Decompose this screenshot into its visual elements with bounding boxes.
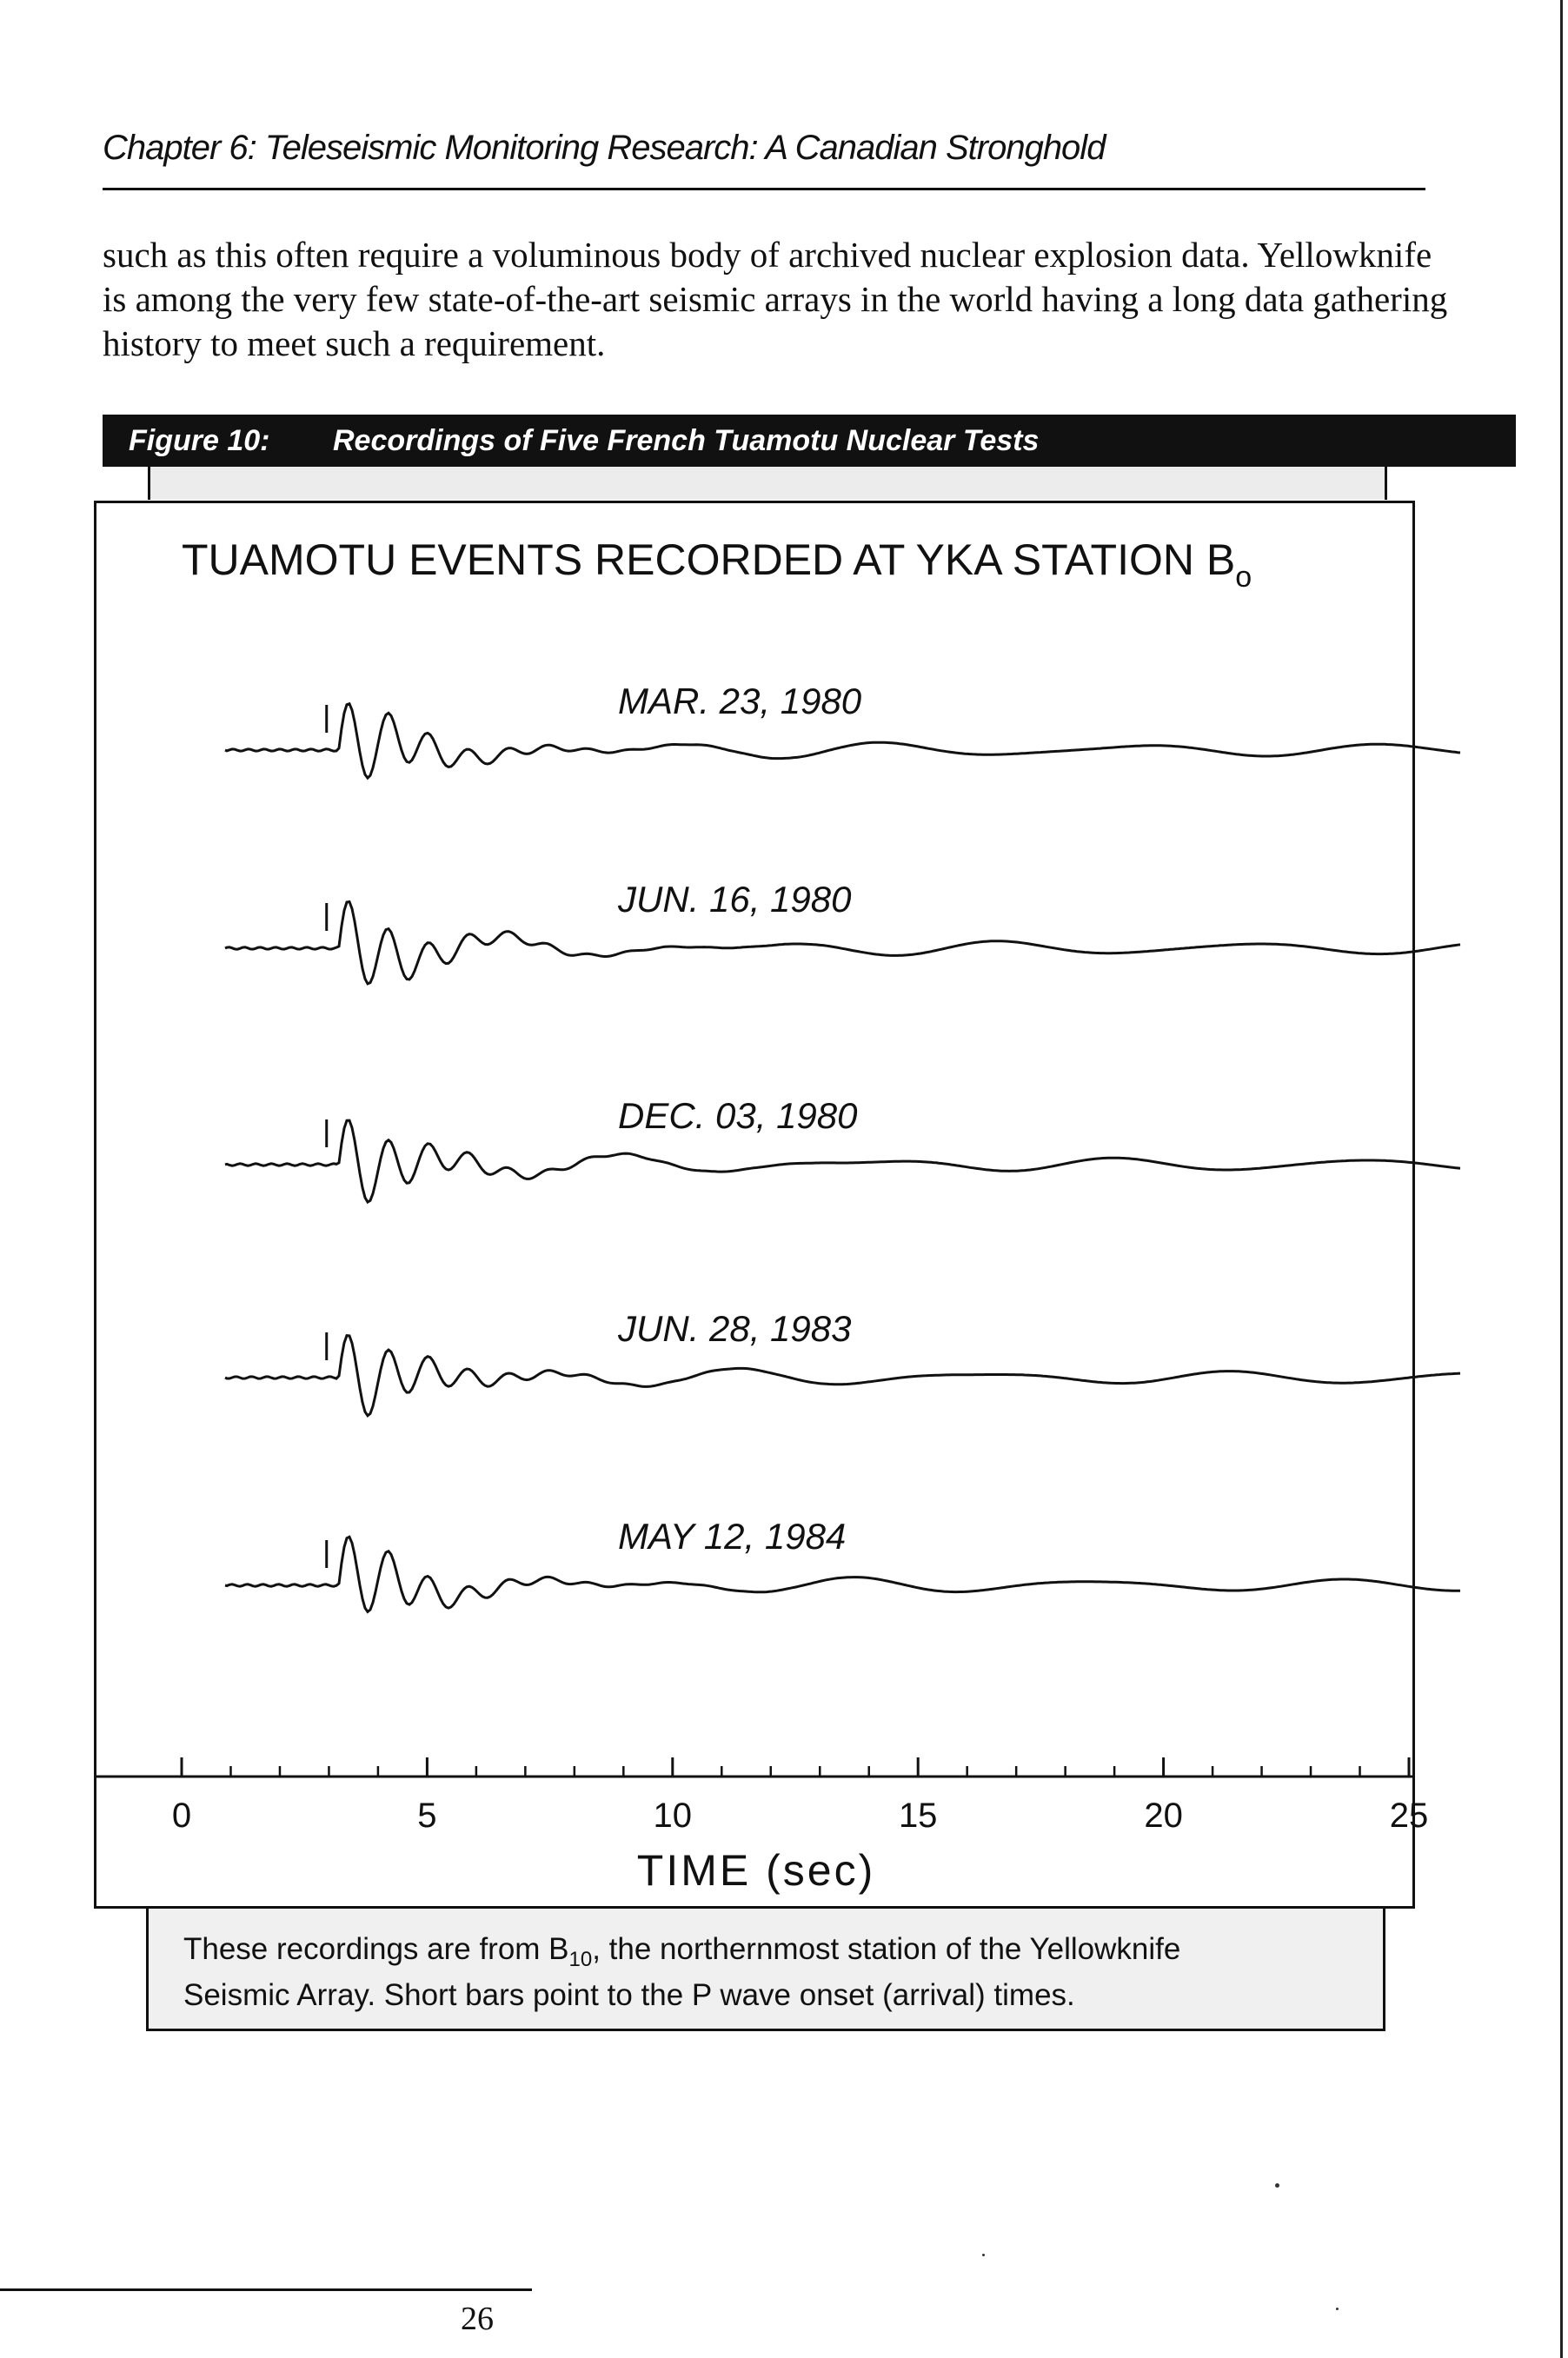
tick-label: 25: [1389, 1797, 1429, 1835]
speck-mark: [1336, 2308, 1339, 2310]
event-date-label: JUN. 28, 1983: [618, 1308, 852, 1349]
time-axis: [96, 1757, 1428, 1835]
tick-label: 15: [898, 1797, 938, 1835]
tick-label: 20: [1144, 1797, 1183, 1835]
figure-caption-box: [146, 1906, 1385, 2031]
caption-line-2: Seismic Array. Short bars point to the P wave onset (arrival) times.: [183, 1978, 1075, 2012]
tick-label: 10: [653, 1797, 693, 1835]
traces-group: [225, 681, 1460, 1611]
page-number: 26: [461, 2301, 494, 2337]
x-axis-label: TIME (sec): [636, 1846, 876, 1895]
page-edge-rule: [1560, 0, 1563, 2358]
seismogram-chart: [96, 503, 1429, 1906]
tick-label: 0: [171, 1797, 192, 1835]
footer-rule: [0, 2288, 532, 2291]
figure-caption: [183, 1931, 1365, 2013]
tick-label: 5: [417, 1797, 437, 1835]
event-date-label: MAY 12, 1984: [618, 1516, 847, 1557]
chart-title-subscript: o: [1235, 561, 1252, 594]
event-date-label: JUN. 16, 1980: [618, 879, 852, 920]
chart-title: TUAMOTU EVENTS RECORDED AT YKA STATION $B_o$: [182, 535, 1252, 594]
header-rule: [103, 188, 1425, 190]
figure-title: Recordings of Five French Tuamotu Nuclear Tests: [333, 424, 1040, 457]
figure-title-bar: [103, 415, 1516, 467]
caption-subscript: 10: [568, 1948, 593, 1971]
body-paragraph: such as this often require a voluminous body of archived nuclear explosion data. Yellowknife is among the very few state-of-the-art seismic arrays in the world having a long data gathering history to meet such a requirement.: [103, 235, 1448, 363]
speck-mark: [982, 2254, 985, 2256]
caption-text-start: These recordings are from B: [183, 1932, 569, 1966]
event-date-label: DEC. 03, 1980: [618, 1095, 858, 1136]
speck-mark: [1275, 2183, 1279, 2188]
running-head: Chapter 6: Teleseismic Monitoring Research: A Canadian Stronghold: [103, 129, 1106, 167]
figure-stipple-band: [148, 467, 1387, 500]
figure-number: Figure 10:: [129, 424, 270, 457]
seismogram-figure: [94, 501, 1429, 1909]
caption-text-end: , the northernmost station of the Yellowknife: [592, 1932, 1181, 1966]
event-date-label: MAR. 23, 1980: [618, 681, 862, 721]
